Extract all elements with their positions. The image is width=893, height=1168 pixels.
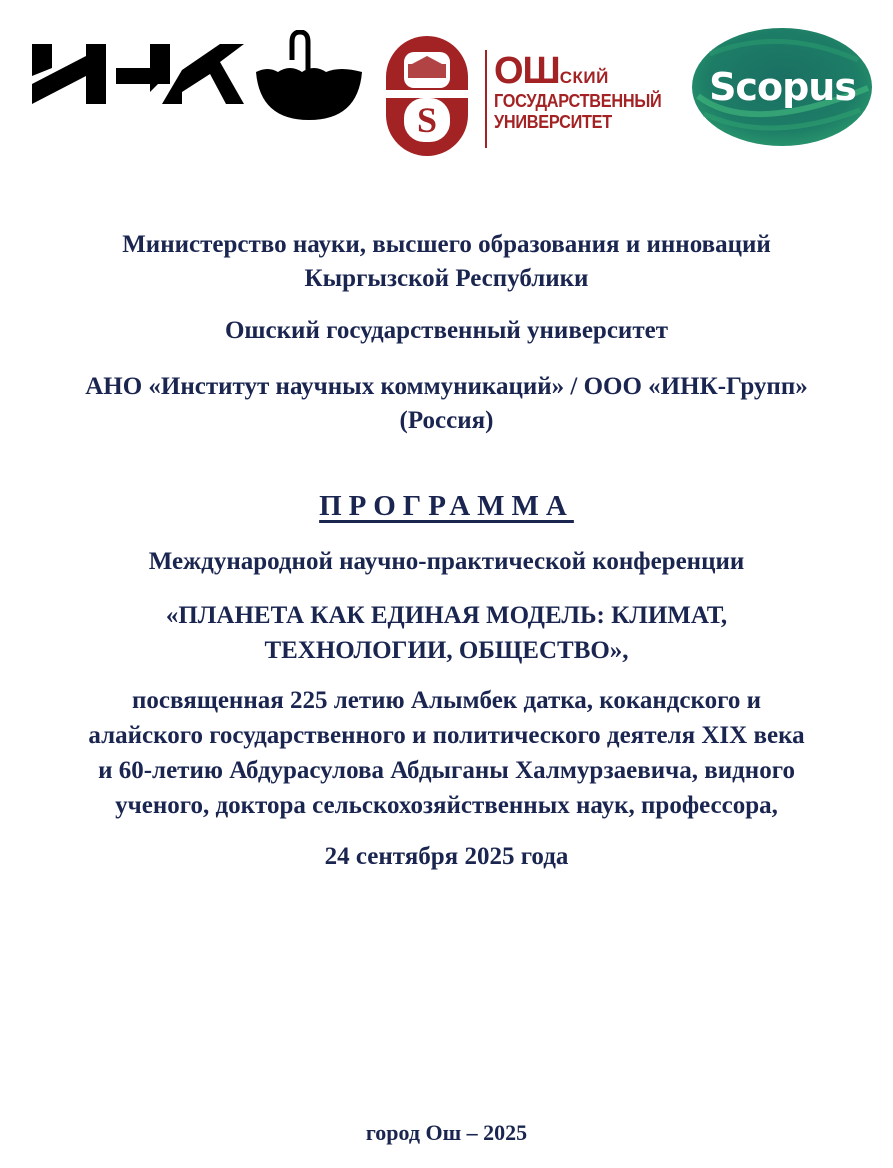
logo-bar <box>0 0 893 170</box>
ministry-line-1: Министерство науки, высшего образования и инноваций <box>122 231 771 258</box>
ministry-line-2: Кыргызской Республики <box>304 265 589 292</box>
conference-type: Международной научно-практической конференции <box>148 548 745 575</box>
ink-logo-icon <box>30 40 245 110</box>
osh-logo-small-letters: СКИЙ <box>559 68 609 87</box>
ano-heading <box>0 370 893 438</box>
osh-logo-text <box>494 52 684 131</box>
osh-logo-big-letters: ОШ <box>494 50 560 92</box>
ink-logo <box>30 40 245 110</box>
conference-name-line-2: ТЕХНОЛОГИИ, ОБЩЕСТВО», <box>264 637 629 664</box>
dedication-line: посвященная 225 летию Алымбек датка, кокандского и <box>132 687 761 714</box>
ministry-heading <box>0 228 893 296</box>
osh-logo-divider <box>485 50 487 148</box>
dedication-line: ученого, доктора сельскохозяйственных наук, профессора, <box>115 792 778 819</box>
university-heading: Ошский государственный университет <box>224 317 668 344</box>
osh-logo-line3: УНИВЕРСИТЕТ <box>494 110 612 132</box>
ano-line-2: (Россия) <box>399 407 494 434</box>
conference-date: 24 сентября 2025 года <box>324 843 569 870</box>
ano-line-1: АНО «Институт научных коммуникаций» / ООО «ИНК-Групп» <box>85 373 808 400</box>
scopus-logo <box>690 26 875 148</box>
program-title <box>0 490 893 523</box>
scopus-logo-text: Scopus <box>709 65 856 109</box>
umbrella-logo <box>254 30 364 122</box>
dedication <box>0 683 893 823</box>
dedication-line: и 60-летию Абдурасулова Абдыганы Халмурзаевича, видного <box>98 757 795 784</box>
dedication-line: алайского государственного и политического деятеля XIX века <box>88 722 805 749</box>
city-year-footer: город Ош – 2025 <box>365 1120 528 1145</box>
umbrella-icon <box>254 30 364 122</box>
conference-name-line-1: «ПЛАНЕТА КАК ЕДИНАЯ МОДЕЛЬ: КЛИМАТ, <box>165 602 728 629</box>
osh-emblem-icon <box>384 34 470 158</box>
svg-text:S: S <box>416 100 438 140</box>
osh-logo-line2: ГОСУДАРСТВЕННЫЙ <box>494 90 662 111</box>
osh-university-logo <box>378 30 678 160</box>
program-title-text: ПРОГРАММА <box>319 490 574 522</box>
conference-name <box>0 598 893 668</box>
